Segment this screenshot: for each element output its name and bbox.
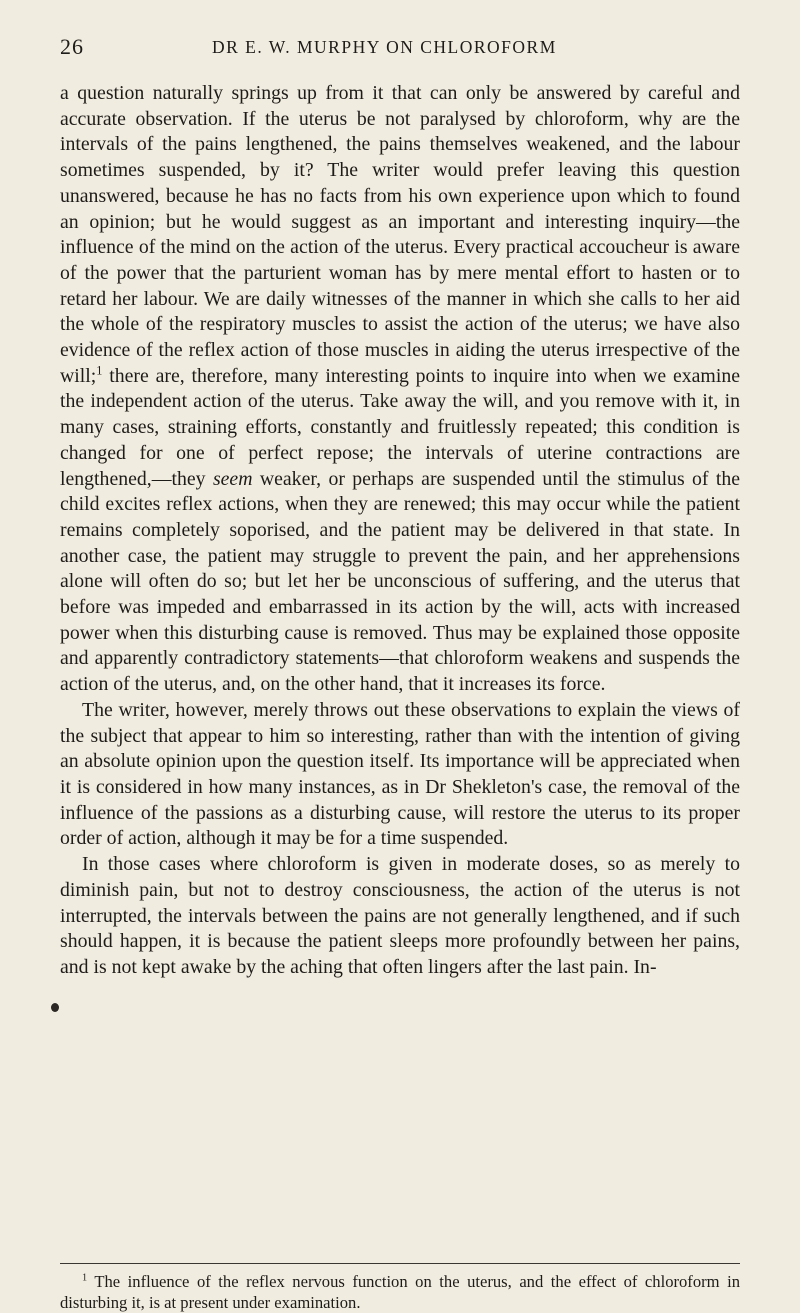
paragraph-1 bbox=[60, 81, 740, 698]
ink-spot bbox=[51, 1003, 59, 1012]
page-number: 26 bbox=[60, 34, 84, 59]
running-head bbox=[60, 34, 740, 58]
paragraph-1-part-1: a question naturally springs up from it that can only be answered by careful and accurate observation. If the uterus be not paralysed by chloroform, why are the intervals of the pains lengthened, the pains themselves weakened, and the labour sometimes suspended, by it? The writer would prefer leaving this question unanswered, because he has no facts from his own experience upon which to found an opinion; but he would suggest as an important and interesting inquiry—the influence of the mind on the action of the uterus. Every practical accoucheur is aware of the power that the parturient woman has by mere mental effort to hasten or to retard her labour. We are daily witnesses of the manner in which she calls to her aid the whole of the respiratory muscles to assist the action of the uterus; we have also evidence of the reflex action of those muscles in aiding the uterus irrespective of the will; bbox=[60, 82, 740, 387]
footnote bbox=[60, 1271, 740, 1313]
paragraph-3: In those cases where chloroform is given in moderate doses, so as merely to diminish pain, but not to destroy consciousness, the action of the uterus is not interrupted, the intervals between the pains are not generally lengthened, and if such should happen, it is because the patient sleeps more profoundly between her pains, and is not kept awake by the aching that often lingers after the last pain. In- bbox=[60, 853, 740, 978]
paragraph-2: The writer, however, merely throws out these observations to explain the views of the subject that appear to him so interesting, rather than with the intention of giving an absolute opinion upon the question itself. Its importance will be appreciated when it is considered in how many instances, as in Dr Shekleton's case, the removal of the influence of the passions as a disturbing cause, will restore the uterus to its proper order of action, although it may be for a time suspended. bbox=[60, 698, 740, 850]
running-title: DR E. W. MURPHY ON CHLOROFORM bbox=[212, 37, 557, 57]
footnote-marker: 1 bbox=[82, 1272, 88, 1284]
body-text bbox=[60, 81, 740, 981]
footnote-reference: 1 bbox=[96, 363, 103, 378]
footnote-divider bbox=[60, 1263, 740, 1264]
paragraph-1-part-3: weaker, or perhaps are suspended until the stimulus of the child excites reflex actions, when they are renewed; this may occur while the patient remains completely soporised, and the patient may be delivered in that state. In another case, the patient may struggle to prevent the pain, and her apprehensions alone will often do so; but let her be unconscious of suffering, and the uterus that before was impeded and embarrassed in its action by the will, acts with increased power when this disturbing cause is removed. Thus may be explained those opposite and apparently contradictory statements—that chloroform weakens and suspends the action of the uterus, and, on the other hand, that it increases its force. bbox=[60, 467, 740, 696]
footnote-text: The influence of the reflex nervous function on the uterus, and the effect of chloroform in disturbing it, is at present under examination. bbox=[60, 1272, 740, 1312]
emphasis-seem: seem bbox=[212, 467, 253, 490]
paragraph-1-part-2: there are, therefore, many interesting points to inquire into when we examine the independent action of the uterus. Take away the will, and you remove with it, in many cases, straining efforts, constantly and fruitlessly repeated; this condition is changed for one of perfect repose; the intervals of uterine contractions are lengthened,—they bbox=[60, 364, 740, 490]
